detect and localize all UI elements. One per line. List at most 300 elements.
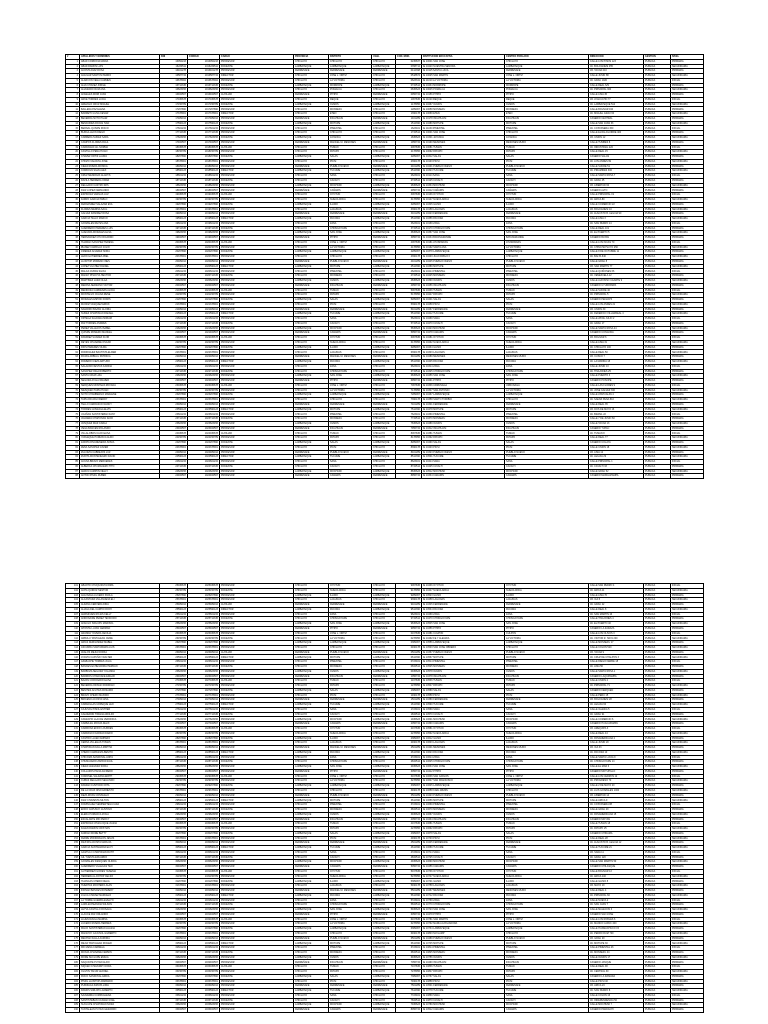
table-cell: PUBLICA — [644, 931, 671, 936]
table-cell: MONJA CHANAME FERMIN — [80, 950, 160, 955]
table-cell: 186 — [66, 989, 80, 994]
table-cell: CAMPOS FLORES RAUL — [80, 140, 160, 145]
table-cell: FERREÑAFE — [294, 164, 329, 169]
table-cell: IE 10803 NAYLAMP — [422, 931, 505, 936]
table-cell: CHICLAYO — [372, 660, 396, 665]
table-cell: BARBOZA SEGURA YOLANDA — [80, 669, 160, 674]
table-cell: LAMBAYEQUE — [372, 421, 396, 426]
table-cell: CHICLAYO — [294, 226, 329, 231]
table-cell: 20601234 — [160, 269, 188, 274]
table-cell: IE 10103 PICSI — [422, 159, 505, 164]
table-cell: 0723401 — [396, 660, 422, 665]
table-cell: 2490178 — [396, 741, 422, 746]
table-cell: CASERIO PANDACHI — [589, 1008, 644, 1013]
table-cell: IE 10390 CAÑARIS — [422, 722, 505, 727]
table-cell: 1021045678 — [188, 288, 220, 293]
table-cell: CALLE REAL 101 — [589, 226, 644, 231]
table-cell: 179 — [66, 955, 80, 960]
table-cell: CASTRO LLUEN AMPARO — [80, 736, 160, 741]
table-cell: PUBLICA — [644, 97, 671, 102]
table-cell: AUXILIAR — [220, 869, 294, 874]
table-cell: 80 — [66, 436, 80, 441]
table-cell: PUBLICA — [644, 464, 671, 469]
table-cell: 1734512 — [396, 131, 422, 136]
table-cell: 1023489012 — [188, 402, 220, 407]
table-cell: CALLE REAL 50 — [589, 350, 644, 355]
table-cell: 2845623 — [396, 183, 422, 188]
table-cell: FERREÑAFE — [372, 331, 396, 336]
table-cell: DIRECTOR — [220, 74, 294, 79]
table-cell: FARRO GARCIA PABLO — [80, 197, 160, 202]
table-cell: FERREÑAFE — [505, 69, 589, 74]
table-cell: 6401289 — [396, 355, 422, 360]
table-cell: FERREÑAFE — [329, 984, 372, 989]
table-cell: 11 — [66, 107, 80, 112]
table-cell: IE 10467 LAMBAYEQUE — [422, 393, 505, 398]
table-cell: OYOTUN — [505, 584, 589, 589]
table-cell: FERREÑAFE — [294, 960, 329, 965]
table-cell: IE 10081 TUMAN — [422, 145, 505, 150]
table-cell: CAJUSOL PISFIL ESTHER — [80, 707, 160, 712]
table-cell: PUBLICA — [644, 226, 671, 231]
table-cell: FERREÑAFE — [294, 307, 329, 312]
table-cell: OYOTUN — [505, 869, 589, 874]
table-cell: 22489012 — [160, 355, 188, 360]
table-cell: IE 10847 PATAPO — [422, 970, 505, 975]
table-cell: 1028934567 — [188, 769, 220, 774]
table-cell: PITIPO — [505, 626, 589, 631]
table-cell: CALLE OLMOS 17 — [589, 955, 644, 960]
table-cell: PUBLICA — [644, 212, 671, 217]
table-cell: 67 — [66, 374, 80, 379]
table-cell: 23378901 — [160, 398, 188, 403]
table-cell: 32712345 — [160, 950, 188, 955]
table-cell: 1025267890 — [188, 593, 220, 598]
table-cell: ILLIMO — [505, 202, 589, 207]
table-cell: 2512390 — [396, 169, 422, 174]
table-cell: PRIMARIA — [671, 712, 704, 717]
table-cell: AUXILIAR — [220, 431, 294, 436]
table-cell: CARBAJAL MONJA FELIX — [80, 722, 160, 727]
table-cell: 81 — [66, 441, 80, 446]
table-cell: SECUNDARIA — [671, 970, 704, 975]
table-cell: PRIMARIA — [671, 236, 704, 241]
table-cell: SECUNDARIA — [671, 779, 704, 784]
table-cell: DIRECTOR — [220, 455, 294, 460]
table-cell: PUBLICA — [644, 726, 671, 731]
table-cell: PROFESOR — [220, 474, 294, 479]
table-cell: AV. PEDRO RUIZ 700 — [589, 931, 644, 936]
table-cell: CHICLAYO — [372, 107, 396, 112]
table-cell: MOTUPE — [505, 407, 589, 412]
table-cell: PUBLICA — [644, 908, 671, 913]
table-cell: IE 10723 SAN JOSE — [422, 908, 505, 913]
table-cell: MECHAN FALLA AURORA — [80, 936, 160, 941]
table-cell: 24378901 — [160, 445, 188, 450]
table-cell: FERREÑAFE — [294, 984, 329, 989]
table-cell: PROFESOR — [220, 979, 294, 984]
table-cell: LAMBAYEQUE — [372, 879, 396, 884]
table-cell: IE 10334 CAÑARIS — [422, 474, 505, 479]
table-cell: PURIZACA ZAPATA LIDIA — [80, 984, 160, 989]
table-cell: CALLE SUCRE 51 — [589, 164, 644, 169]
table-cell: LAMBAYEQUE — [294, 655, 329, 660]
table-cell: PRIMARIA — [671, 984, 704, 989]
table-cell: BECERRA INOÑAN RODRIGO — [80, 684, 160, 689]
table-cell: PUBLICA — [644, 245, 671, 250]
table-cell: IE 10336 URRUNAGA — [422, 383, 505, 388]
table-cell: IE 10612 ILLIMO — [422, 736, 505, 741]
table-cell: CHICLAYO — [372, 350, 396, 355]
table-cell: DOCENTE — [220, 736, 294, 741]
table-cell: DELGADO CASTRO IRIS — [80, 183, 160, 188]
table-cell: 16234511 — [160, 64, 188, 69]
table-cell: FERREÑAFE — [294, 116, 329, 121]
table-cell: TUCUME — [329, 169, 372, 174]
table-cell: 4389067 — [396, 831, 422, 836]
table-cell: PUBLICA — [644, 803, 671, 808]
table-cell: MONSEFU — [329, 665, 372, 670]
table-cell: PROFESOR — [220, 331, 294, 336]
table-cell: IE 10681 TUMAN — [422, 822, 505, 827]
table-cell: CHICLAYO — [294, 364, 329, 369]
table-cell: 75 — [66, 412, 80, 417]
table-cell: JOSE L. ORTIZ — [329, 240, 372, 245]
table-cell: IE 10412 PITIPO — [422, 769, 505, 774]
table-cell: 53 — [66, 307, 80, 312]
table-cell: 1021267890 — [188, 298, 220, 303]
table-cell: CHICLAYO — [505, 131, 589, 136]
data-table-bottom — [65, 583, 704, 1013]
table-cell: 109 — [66, 622, 80, 627]
table-cell: SALAS — [505, 688, 589, 693]
table-cell: IE 10178 INCAHUASI — [422, 116, 505, 121]
table-cell: LAMBAYEQUE — [372, 312, 396, 317]
table-cell: CALLE SANTA ROSA 1 — [589, 669, 644, 674]
table-cell: PACORA — [329, 750, 372, 755]
table-cell: PUBLICA — [644, 941, 671, 946]
table-cell: CALLE LOS ANDES 21 — [589, 302, 644, 307]
table-cell: PUBLICA — [644, 283, 671, 288]
table-cell: SECUNDARIA — [671, 846, 704, 851]
table-cell: PUBLICA — [644, 121, 671, 126]
table-cell: LAMBAYEQUE — [505, 927, 589, 932]
table-cell: FERREÑAFE — [294, 474, 329, 479]
table-cell: CHICLAYO — [372, 726, 396, 731]
table-cell: 7956734 — [396, 426, 422, 431]
table-cell: 17 — [66, 136, 80, 141]
table-cell: CAMACHO LLAUCE VERONICA — [80, 717, 160, 722]
table-cell: CHICLAYO — [505, 788, 589, 793]
table-cell: IE 10589 SALAS — [422, 688, 505, 693]
table-cell: PROFESOR — [220, 645, 294, 650]
table-cell: JR. TACNA 210 — [589, 69, 644, 74]
table-cell: UCAÑAN SANTISTEBAN FANY — [80, 412, 160, 417]
table-cell: OLMOS — [505, 955, 589, 960]
table-cell: IE 10569 SAÑA — [422, 707, 505, 712]
table-cell: 2389067 — [396, 736, 422, 741]
table-cell: 185 — [66, 984, 80, 989]
table-cell: 140 — [66, 769, 80, 774]
table-cell: FERREÑAFE — [372, 865, 396, 870]
table-cell: PRIMARIA — [671, 274, 704, 279]
table-cell: ZEÑA SANCHEZ JAVIER — [80, 445, 160, 450]
table-cell: DOCENTE — [220, 121, 294, 126]
table-cell: 30601234 — [160, 850, 188, 855]
table-cell: CASTILLO PEÑA HUGO — [80, 150, 160, 155]
table-cell: LAMBAYEQUE — [294, 217, 329, 222]
table-cell: LAMBAYEQUE — [294, 688, 329, 693]
table-cell: AV. BOLOGNESI 455 — [589, 64, 644, 69]
table-cell: 1028489012 — [188, 746, 220, 751]
table-cell: LAGUNAS — [329, 884, 372, 889]
table-cell: 33601234 — [160, 993, 188, 998]
table-cell: TUMAN — [329, 679, 372, 684]
table-cell: BATANGRANDE — [505, 236, 589, 241]
table-cell: 24590123 — [160, 455, 188, 460]
table-cell: CHICLAYO — [329, 59, 372, 64]
table-cell: ZAÑA — [329, 221, 372, 226]
table-cell: SECUNDARIA — [671, 207, 704, 212]
table-cell: SECUNDARIA — [671, 197, 704, 202]
table-cell: ETEN — [505, 112, 589, 117]
table-cell: 1022590123 — [188, 360, 220, 365]
table-cell: CHICLAYO — [372, 979, 396, 984]
table-cell: 22378901 — [160, 350, 188, 355]
table-cell: TUMAN — [505, 822, 589, 827]
table-cell: DOCENTE — [220, 417, 294, 422]
table-cell: PROFESOR — [220, 827, 294, 832]
table-cell: 30 — [66, 197, 80, 202]
table-cell: LAMBAYEQUE — [372, 169, 396, 174]
table-cell: PRIMARIA — [671, 331, 704, 336]
table-cell: CHICLAYO — [294, 788, 329, 793]
table-cell: LAMBAYEQUE — [372, 955, 396, 960]
table-cell: CHICLAYO — [294, 112, 329, 117]
table-cell: 1032601234 — [188, 946, 220, 951]
table-cell: 16401278 — [160, 69, 188, 74]
table-cell: LAMBAYEQUE — [294, 155, 329, 160]
table-cell: ELERA PURIZACA ZOILA — [80, 812, 160, 817]
table-cell: PUBLICA — [644, 412, 671, 417]
table-cell: CHICLAYO — [294, 159, 329, 164]
table-cell: 1022267890 — [188, 345, 220, 350]
table-cell: IE 10501 TUCUME — [422, 455, 505, 460]
table-cell: 2834512 — [396, 760, 422, 765]
table-cell: SAÑA — [329, 317, 372, 322]
table-cell: PUBLICA — [644, 1003, 671, 1008]
table-cell: 9289067 — [396, 593, 422, 598]
table-cell: ZAÑA — [329, 364, 372, 369]
table-cell: 141 — [66, 774, 80, 779]
table-cell: NAVARRO BAZAN GLORIA — [80, 307, 160, 312]
table-cell: 20378901 — [160, 255, 188, 260]
table-cell: IE 10789 MOCHUMI — [422, 1003, 505, 1008]
table-cell: PUBLICA — [644, 383, 671, 388]
table-cell: ZAÑA — [505, 364, 589, 369]
table-cell: PUBLICA — [644, 841, 671, 846]
table-cell: INICIAL — [671, 412, 704, 417]
table-cell: CALLE LIMA 3 — [589, 217, 644, 222]
table-cell: 108 — [66, 617, 80, 622]
table-cell: MOCHUMI — [329, 860, 372, 865]
table-cell: PUBLICA — [644, 655, 671, 660]
table-cell: 0389067 — [396, 641, 422, 646]
table-cell: PROFESOR — [220, 460, 294, 465]
table-cell: PUBLICA — [644, 893, 671, 898]
table-cell: 1033045678 — [188, 965, 220, 970]
table-cell: CHICLAYO — [294, 460, 329, 465]
table-cell: LAMBAYEQUE — [329, 64, 372, 69]
table-cell: PUBLICA — [644, 984, 671, 989]
table-cell: CHICLAYO — [294, 979, 329, 984]
table-cell: 25378901 — [160, 598, 188, 603]
table-cell: 2734512 — [396, 178, 422, 183]
table-cell: LAMBAYEQUE — [372, 908, 396, 913]
table-cell: CALLE JUNIN 13 — [589, 364, 644, 369]
table-cell: 24156789 — [160, 436, 188, 441]
table-cell: 8 — [66, 93, 80, 98]
table-cell: PUBLICA — [644, 974, 671, 979]
table-cell: 165 — [66, 889, 80, 894]
table-cell: SECUNDARIA — [671, 121, 704, 126]
table-cell: IE 10414 SAÑA — [422, 460, 505, 465]
table-cell: PUBLICA — [644, 379, 671, 384]
table-cell: PUBLICA — [644, 264, 671, 269]
table-cell: 7734512 — [396, 417, 422, 422]
table-cell: LA VICTORIA — [329, 636, 372, 641]
table-cell: 28712345 — [160, 760, 188, 765]
table-cell: PROFESOR — [220, 660, 294, 665]
table-cell: 1612390 — [396, 703, 422, 708]
table-cell: 8178956 — [396, 436, 422, 441]
table-cell: 110 — [66, 626, 80, 631]
table-cell: CHICLAYO — [294, 998, 329, 1003]
table-cell: INICIAL — [671, 364, 704, 369]
table-cell: IE 10469 ZAÑA — [422, 612, 505, 617]
table-cell: SALAS — [505, 298, 589, 303]
table-cell: 1023601234 — [188, 412, 220, 417]
table-cell: AV. EL PUERTO 5 — [589, 231, 644, 236]
table-cell: SALAS — [505, 831, 589, 836]
table-cell: 1501289 — [396, 698, 422, 703]
table-cell: PUBLICA — [644, 707, 671, 712]
table-cell: PROFESOR — [220, 779, 294, 784]
table-cell: SAÑA — [505, 707, 589, 712]
table-cell: IE 10115 SANTA LUCIA — [422, 69, 505, 74]
table-cell: IE 10236 TUMAN — [422, 288, 505, 293]
table-cell: LA VICTORIA — [329, 779, 372, 784]
table-cell: CHICLAYO — [294, 631, 329, 636]
table-cell: PUBLICA — [644, 869, 671, 874]
table-cell: 5401289 — [396, 307, 422, 312]
table-cell: PUBLICA — [644, 898, 671, 903]
table-cell: PUBLICA — [644, 684, 671, 689]
table-cell: LAMBAYEQUE — [294, 703, 329, 708]
table-cell: CHICLAYO — [372, 807, 396, 812]
table-cell: JOSE L. ORTIZ — [505, 774, 589, 779]
table-cell: CHONGOYAPE — [505, 226, 589, 231]
table-cell: AV. GRAU 120 — [589, 855, 644, 860]
table-cell: AV. PACORA 10 — [589, 750, 644, 755]
table-cell: CHICLAYO — [372, 460, 396, 465]
table-cell: PRIMARIA — [671, 593, 704, 598]
table-cell: PUBLICA — [644, 955, 671, 960]
table-cell: AUXILIAR — [220, 726, 294, 731]
table-cell: TORRES GONZAGA ELVIS — [80, 407, 160, 412]
table-cell: DOCENTE — [220, 178, 294, 183]
table-cell: CHICLAYO — [294, 240, 329, 245]
table-cell: IE 10312 SALAS — [422, 155, 505, 160]
table-cell: 33378901 — [160, 979, 188, 984]
table-cell: SECUNDARIA — [671, 398, 704, 403]
table-cell: IE 10458 LAGUNAS — [422, 598, 505, 603]
table-cell: SERQUEN MONTEZA ROXANA — [80, 383, 160, 388]
table-cell: IE 10289 MOTUPE — [422, 121, 505, 126]
table-cell: CHICLAYO — [372, 269, 396, 274]
table-cell: LAMBAYEQUE — [372, 264, 396, 269]
table-cell: FERREÑAFE — [329, 698, 372, 703]
table-cell: MALCA CUBAS SILVIA — [80, 269, 160, 274]
table-cell: DOCENTE — [220, 760, 294, 765]
table-cell: PICSI — [329, 836, 372, 841]
table-cell: 6723401 — [396, 946, 422, 951]
table-cell: 6623401 — [396, 364, 422, 369]
table-cell: CHICLAYO — [372, 755, 396, 760]
table-cell: PUBLICA — [644, 116, 671, 121]
table-cell: 30045678 — [160, 822, 188, 827]
table-cell: PUBLICA — [644, 255, 671, 260]
table-cell: 163 — [66, 879, 80, 884]
table-cell: PUBLICA — [644, 731, 671, 736]
table-cell: IE 10614 ZAÑA — [422, 755, 505, 760]
table-row — [66, 1008, 704, 1013]
table-cell: 1390178 — [396, 112, 422, 117]
table-cell: LAMBAYEQUE — [329, 784, 372, 789]
table-cell: SECUNDARIA — [671, 159, 704, 164]
table-cell: JR. GRAU 20 — [589, 936, 644, 941]
table-cell: PRIMARIA — [671, 831, 704, 836]
table-cell: 1019267890 — [188, 202, 220, 207]
column-header: INSTITUCION EDUCATIVA — [422, 55, 505, 60]
table-cell: 1278956 — [396, 684, 422, 689]
table-cell: SECUNDARIA — [671, 693, 704, 698]
table-cell: 115 — [66, 650, 80, 655]
table-cell: IE 10223 FERREÑAFE — [422, 212, 505, 217]
table-cell: CALLE SANTA ROSA 7 — [589, 174, 644, 179]
table-cell: PROFESOR — [220, 912, 294, 917]
table-cell: INCAHUASI — [329, 817, 372, 822]
table-cell: FARFAN MORE BETTY — [80, 831, 160, 836]
table-cell: MORALES ESPINO DORIS — [80, 298, 160, 303]
table-cell: 175 — [66, 936, 80, 941]
table-cell: CHICLAYO — [294, 922, 329, 927]
table-cell: DOCENTE — [220, 464, 294, 469]
table-cell: INICIAL — [671, 288, 704, 293]
table-cell: MONSEFU — [329, 417, 372, 422]
table-cell: 1025378901 — [188, 598, 220, 603]
table-cell: 32156789 — [160, 922, 188, 927]
table-body-top — [66, 59, 704, 478]
table-cell: PUBLICA — [644, 717, 671, 722]
table-cell: 20934567 — [160, 283, 188, 288]
table-cell: AV. SAENZ PEÑA 810 — [589, 398, 644, 403]
table-cell: 1022712345 — [188, 369, 220, 374]
table-cell: ATUSPARIAS — [505, 240, 589, 245]
table-cell: 32045678 — [160, 917, 188, 922]
table-cell: 1033267890 — [188, 974, 220, 979]
table-cell: 1024045678 — [188, 431, 220, 436]
